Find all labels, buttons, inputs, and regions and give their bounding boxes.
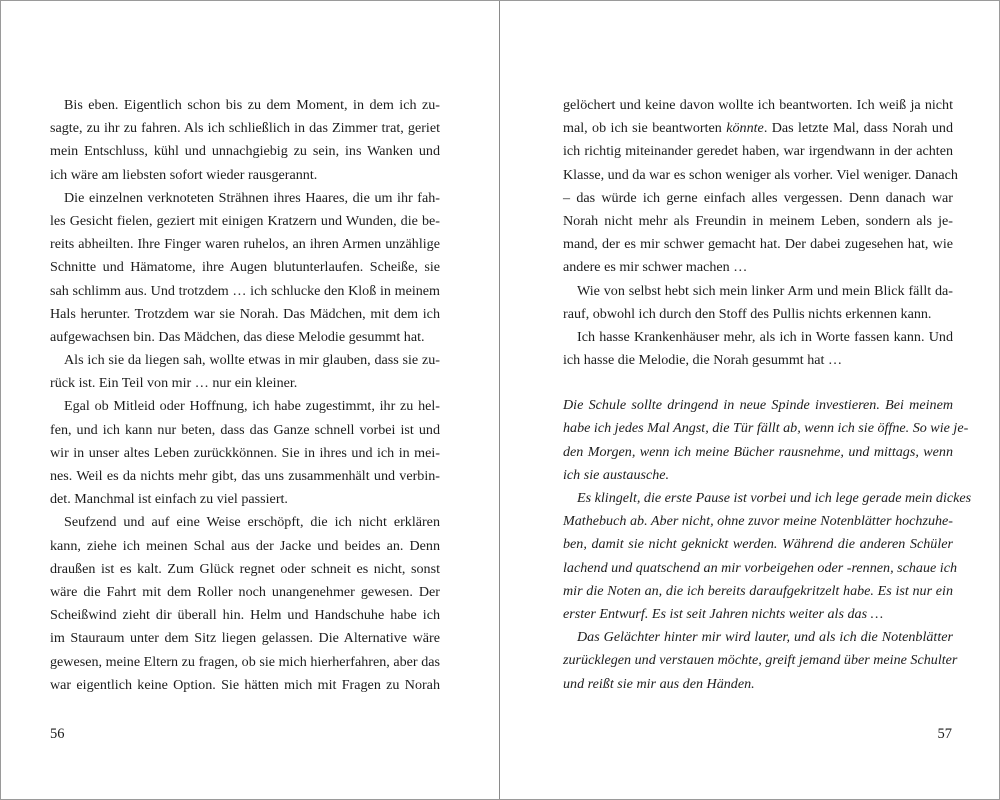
text-line: rück ist. Ein Teil von mir … nur ein kleiner. (50, 375, 298, 392)
text-line: den Morgen, wenn ich meine Bücher rausnehme, und mittags, wenn (563, 443, 953, 460)
text-line: draußen ist es kalt. Zum Glück regnet oder schneit es nicht, sonst (50, 560, 440, 577)
text-line: erster Entwurf. Es ist seit Jahren nichts weiter als das … (563, 605, 884, 622)
text-line: kann, ziehe ich meinen Schal aus der Jacke und beides an. Denn (50, 537, 440, 554)
text-line: und reißt sie mir aus den Händen. (563, 675, 755, 692)
text-line: Klasse, und da war es schon weniger als vorher. Viel weniger. Danach (563, 166, 958, 183)
text-line: mir die Noten an, die ich bereits daraufgekritzelt habe. Es ist nur ein (563, 582, 953, 599)
text-line: lachend und quatschend an mir vorbeigehen oder -rennen, schaue ich (563, 559, 958, 576)
text-line: – das würde ich gerne einfach alles vergessen. Denn danach war (563, 189, 953, 206)
text-line: nes. Weil es da nichts mehr gibt, das uns zusammenhält und verbin- (50, 468, 440, 484)
text-line: aufgewachsen bin. Das Mädchen, das diese Melodie gesummt hat. (50, 328, 425, 345)
text-line: Als ich sie da liegen sah, wollte etwas in mir glauben, dass sie zu- (64, 352, 440, 369)
paragraph (50, 349, 440, 395)
text-line: les Gesicht fielen, geziert mit einigen Kratzern und Wunden, die be- (50, 212, 440, 229)
paragraph (50, 395, 440, 511)
text-line: Schnitte und Hämatome, ihre Augen blutunterlaufen. Scheiße, sie (50, 259, 440, 276)
right-page-text (563, 94, 972, 696)
left-page (0, 1, 500, 799)
text-line: ich wäre am liebsten sofort wieder rausgerannt. (50, 166, 318, 183)
text-line: Bis eben. Eigentlich schon bis zu dem Moment, in dem ich zu- (64, 97, 440, 113)
paragraph (563, 94, 958, 280)
section-break (563, 372, 953, 394)
text-line: Egal ob Mitleid oder Hoffnung, ich habe zugestimmt, ihr zu hel- (64, 398, 440, 415)
paragraph (563, 326, 953, 372)
text-line: gewesen, meine Eltern zu fragen, ob sie mich hierherfahren, aber das (50, 653, 440, 670)
text-line: Es klingelt, die erste Pause ist vorbei und ich lege gerade mein dickes (577, 490, 972, 506)
text-line: reits abheilten. Ihre Finger waren ruhelos, an ihren Armen unzählige (50, 236, 440, 253)
paragraph (50, 187, 440, 349)
paragraph (563, 280, 953, 326)
text-line: ich sie austausche. (563, 466, 670, 483)
paragraph (563, 487, 972, 626)
text-line: im Stauraum unter dem Sitz liegen gelassen. Die Alternative wäre (50, 630, 440, 647)
text-line: Die einzelnen verknoteten Strähnen ihres Haares, die um ihr fah- (64, 189, 440, 206)
text-line: Ich hasse Krankenhäuser mehr, als ich in Worte fassen kann. Und (577, 328, 953, 345)
text-line: det. Manchmal ist einfach zu viel passiert. (50, 491, 288, 508)
paragraph (50, 94, 440, 187)
text-line: habe ich jedes Mal Angst, die Tür fällt ab, wenn ich sie öffne. So wie je- (563, 420, 969, 437)
text-line: mand, der es mir schwer gemacht hat. Der dabei zugesehen hat, wie (563, 236, 953, 253)
text-line: andere es mir schwer machen … (563, 259, 748, 276)
text-line: sah schlimm aus. Und trotzdem … ich schlucke den Kloß in meinem (50, 282, 440, 299)
paragraph (563, 626, 958, 696)
text-line: wäre die Fahrt mit dem Roller noch unangenehmer gewesen. Der (50, 583, 440, 600)
text-line: Die Schule sollte dringend in neue Spinde investieren. Bei meinem (563, 397, 953, 414)
text-line: Scheißwind zieht dir überall hin. Helm und Handschuhe habe ich (50, 607, 440, 624)
text-line: Wie von selbst hebt sich mein linker Arm und mein Blick fällt da- (577, 282, 953, 299)
text-line: sagte, zu ihr zu fahren. Als ich schließlich in das Zimmer trat, geriet (50, 120, 440, 137)
text-line: rauf, obwohl ich durch den Stoff des Pullis nichts erkennen kann. (563, 305, 932, 322)
paragraph (563, 394, 969, 487)
right-page (500, 1, 1000, 799)
page-number-right: 57 (937, 726, 952, 742)
text-line: Hals herunter. Trotzdem war sie Norah. Das Mädchen, mit dem ich (50, 305, 440, 322)
text-line: Das Gelächter hinter mir wird lauter, und als ich die Notenblätter (577, 629, 953, 646)
left-page-text (50, 94, 440, 697)
text-line: war eigentlich keine Option. Sie hätten mich mit Fragen zu Norah (50, 676, 440, 693)
text-line: Mathebuch ab. Aber nicht, ohne zuvor meine Notenblätter hochzuhe- (563, 513, 953, 530)
text-line: ben, damit sie nicht geknickt werden. Während die anderen Schüler (563, 536, 953, 553)
text-line: gelöchert und keine davon wollte ich beantworten. Ich weiß ja nicht (563, 97, 953, 113)
text-line: mal, ob ich sie beantworten könnte. Das letzte Mal, dass Norah und (563, 120, 953, 137)
page-number-left: 56 (50, 726, 65, 742)
text-line: fen, und ich kann nur beten, dass das Ganze schnell vorbei ist und (50, 421, 440, 438)
text-line: wir in unser altes Leben zurückkönnen. Sie in ihres und ich in mei- (50, 444, 440, 461)
text-line: Norah nicht mehr als Freundin in meinem Leben, sondern als je- (563, 212, 953, 229)
text-line: ich richtig miteinander geredet haben, war irgendwann in der achten (563, 143, 953, 160)
text-line: ich hasse die Melodie, die Norah gesummt hat … (563, 352, 843, 369)
text-line: zurücklegen und verstauen möchte, greift jemand über meine Schulter (563, 652, 958, 669)
text-line: Seufzend und auf eine Weise erschöpft, die ich nicht erklären (64, 514, 440, 531)
text-line: mein Entschluss, kühl und unnachgiebig zu sein, ins Wanken und (50, 143, 440, 160)
paragraph (50, 511, 440, 697)
